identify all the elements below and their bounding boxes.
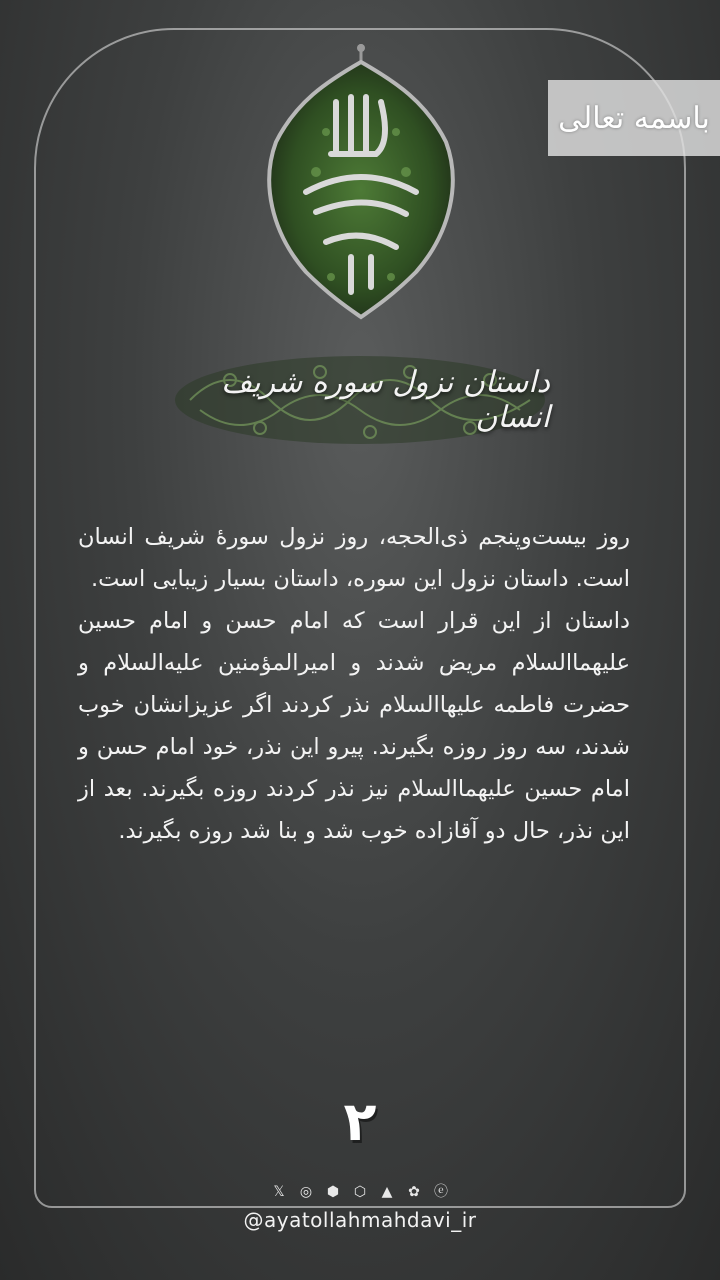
x-icon[interactable]: 𝕏 [273, 1184, 285, 1200]
account-handle[interactable]: @ayatollahmahdavi_ir [243, 1208, 477, 1232]
social-icons [0, 1184, 720, 1201]
basmalah-badge [548, 80, 720, 156]
paragraph-1: روز بیست‌وپنجم ذی‌الحجه، روز نزول سورهٔ شریف انسان است. داستان نزول این سوره، داستان بسیار زیبایی است. [78, 524, 630, 592]
paragraph-2: داستان از این قرار است که امام حسن و امام حسین علیهما‌السلام مریض شدند و امیرالمؤمنین علیه‌السلام و حضرت فاطمه علیهاالسلام نذر کردند اگر عزیزانشان خوب شدند، سه روز روزه بگیرند. پیرو این نذر، خود امام حسن و امام حسین علیهما‌السلام نیز نذر کردند روزه بگیرند. بعد از این نذر، حال دو آقازاده خوب شد و بنا شد روزه بگیرند. [78, 608, 630, 844]
page-title: داستان نزول سوره شریف انسان [221, 365, 550, 435]
bale-icon[interactable]: ✿ [408, 1184, 420, 1200]
aparat-icon[interactable]: ⬢ [326, 1184, 340, 1200]
rubika-icon[interactable]: ⬡ [353, 1184, 367, 1200]
instagram-icon[interactable]: ◎ [299, 1184, 313, 1200]
splus-icon[interactable]: ⓔ [434, 1184, 448, 1200]
calligraphy-emblem-icon [256, 42, 466, 322]
page-number: ۲ [343, 1090, 377, 1153]
title-banner [170, 350, 550, 450]
story-text [78, 516, 630, 852]
badge-text: باسمه تعالی [558, 100, 710, 136]
eitaa-icon[interactable]: ▲ [381, 1184, 393, 1200]
